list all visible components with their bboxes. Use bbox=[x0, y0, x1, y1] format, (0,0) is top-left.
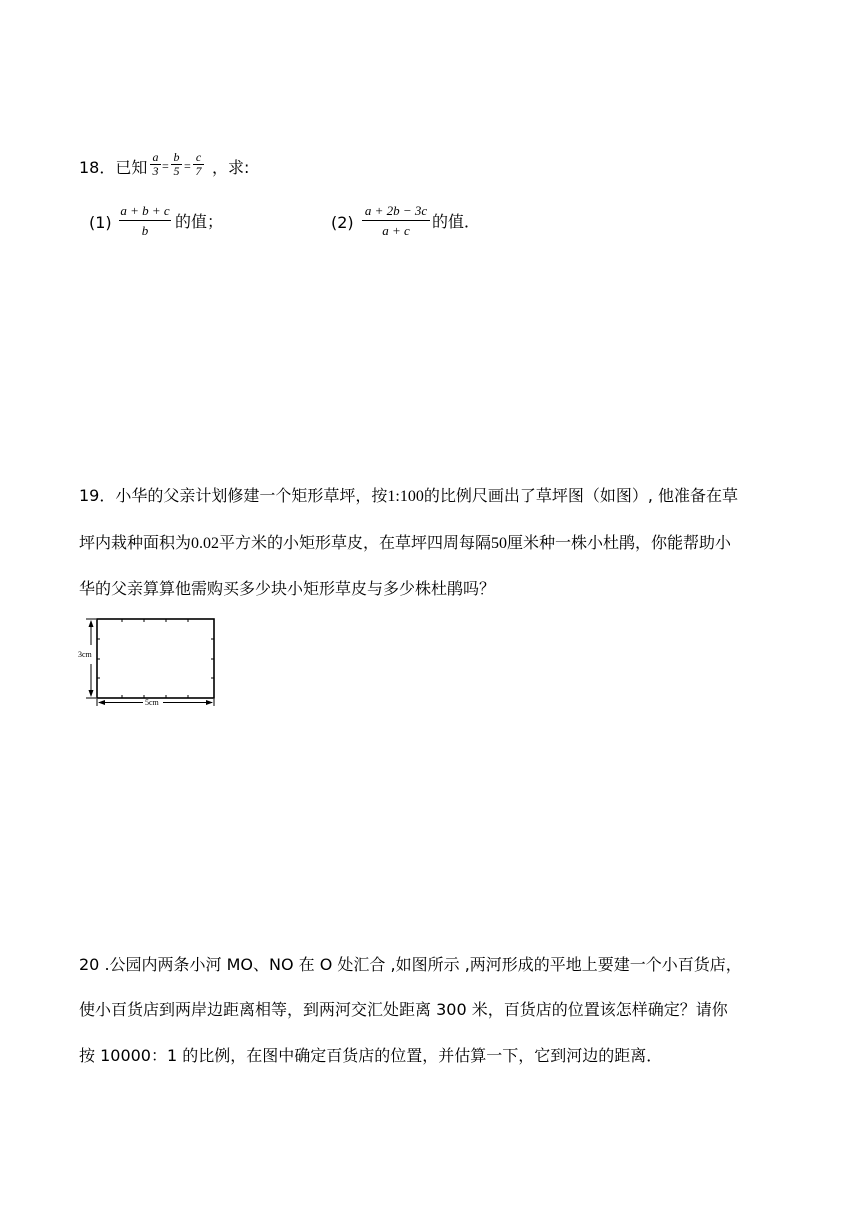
q18-equals-1: = bbox=[162, 159, 169, 173]
q18-part2-suffix: 的值． bbox=[432, 212, 481, 231]
lawn-diagram bbox=[78, 612, 220, 708]
q18-part2-label: (2) bbox=[331, 213, 354, 232]
q20-line-1: 20 .公园内两条小河 MO、NO 在 O 处汇合 ,如图所示 ,两河形成的平地上要建一个小百货店， bbox=[79, 955, 742, 974]
height-label: 3cm bbox=[78, 650, 92, 659]
q18-given-fraction-c: c 7 bbox=[193, 151, 204, 178]
q18-given-fraction-a: a 3 bbox=[150, 151, 161, 178]
width-label: 5cm bbox=[145, 698, 159, 707]
q19-area: 0.02 bbox=[191, 535, 220, 552]
q18-equals-2: = bbox=[184, 159, 191, 173]
lawn-rectangle bbox=[97, 619, 214, 698]
q20-line-3: 按 10000：1 的比例，在图中确定百货店的位置，并估算一下，它到河边的距离． bbox=[79, 1046, 663, 1065]
q18-part1-fraction: a + b + c b bbox=[120, 203, 170, 238]
q19-line-3: 华的父亲算算他需购买多少块小矩形草皮与多少株杜鹃吗？ bbox=[79, 579, 496, 598]
q18-part2-fraction: a + 2b − 3c a + c bbox=[362, 203, 430, 238]
q19-line-2: 坪内栽种面积为0.02平方米的小矩形草皮，在草坪四周每隔50厘米种一株小杜鹃，你能帮助小 bbox=[79, 533, 732, 552]
q18-part1-label: (1) bbox=[89, 213, 112, 232]
lawn-tick-marks bbox=[97, 619, 214, 698]
q18-number: 18．已知 bbox=[79, 158, 148, 177]
q18-given-fraction-b: b 5 bbox=[171, 151, 182, 178]
q19-line-1: 19．小华的父亲计划修建一个矩形草坪，按1:100的比例尺画出了草坪图（如图）, 他准备在草 bbox=[79, 486, 739, 505]
q19-spacing: 50 bbox=[491, 535, 508, 552]
q18-ask: ，求: bbox=[212, 158, 250, 177]
q20-line-2: 使小百货店到两岸边距离相等，到两河交汇处距离 300 米，百货店的位置该怎样确定？请你 bbox=[79, 1000, 728, 1019]
q19-ratio: 1:100 bbox=[387, 488, 424, 505]
q18-part1-suffix: 的值； bbox=[175, 212, 224, 231]
